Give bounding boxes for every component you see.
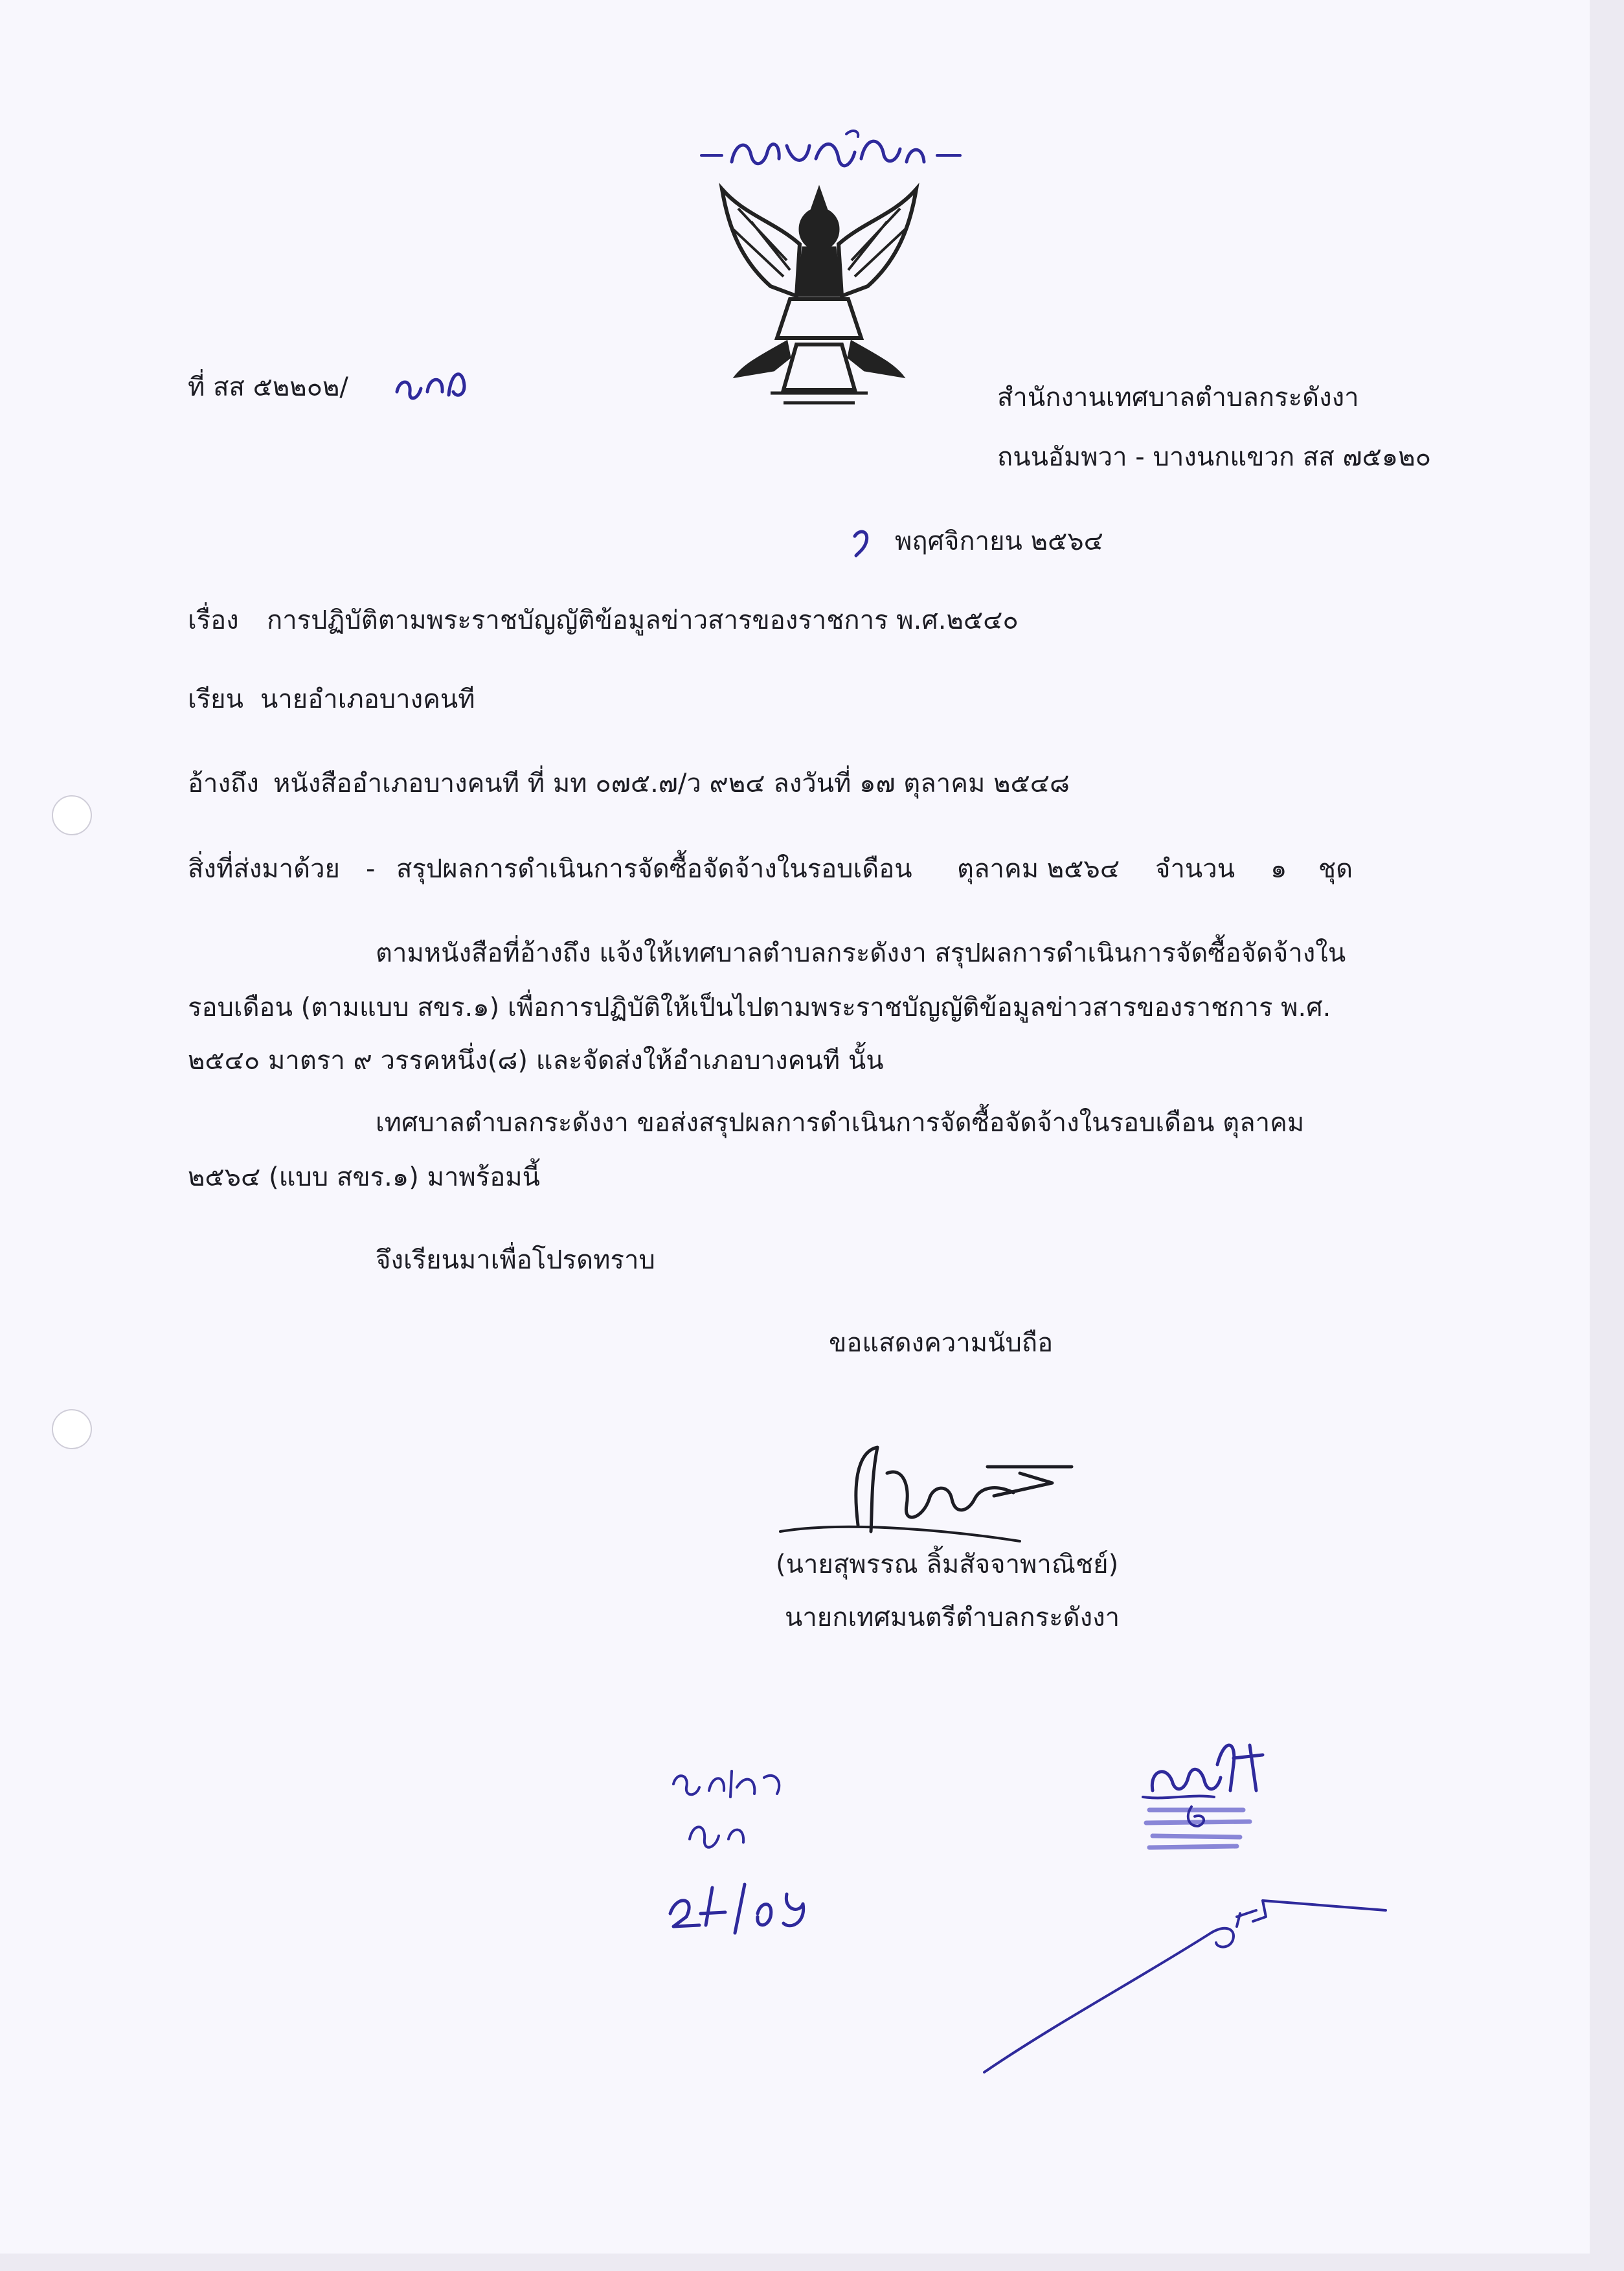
scan-edge [1590,0,1624,2271]
body-paragraph-2-line-1: เทศบาลตำบลกระดังงา ขอส่งสรุปผลการดำเนินการจัดซื้อจัดจ้างในรอบเดือน ตุลาคม [376,1108,1305,1138]
reference-number-prefix: ที่ สส ๕๒๒๐๒/ [188,372,348,402]
document-date: พฤศจิกายน ๒๕๖๔ [895,526,1103,556]
garuda-emblem [712,183,926,409]
body-paragraph-2-line-2: ๒๕๖๔ (แบบ สขร.๑) มาพร้อมนี้ [188,1162,540,1192]
enclosure-month: ตุลาคม ๒๕๖๔ [957,854,1120,884]
body-paragraph-1-line-2: รอบเดือน (ตามแบบ สขร.๑) เพื่อการปฏิบัติให้เป็นไปตามพระราชบัญญัติข้อมูลข่าวสารของราชการ พ.ศ. [188,993,1331,1023]
scan-bottom-edge [0,2254,1624,2271]
subject-label: เรื่อง [188,605,239,635]
enclosure-quantity-label: จำนวน [1155,854,1235,884]
organization-name: สำนักงานเทศบาลตำบลกระดังงา [997,383,1359,412]
handwritten-copy-mark [696,126,968,185]
enclosure-dash: - [366,854,376,884]
enclosure-unit: ชุด [1318,854,1353,884]
handwritten-reference-number [392,363,469,408]
recipient-text: นายอำเภอบางคนที [260,684,475,714]
body-paragraph-1-line-3: ๒๕๔๐ มาตรา ๙ วรรคหนึ่ง(๘) และจัดส่งให้อำเภอบางคนที นั้น [188,1046,884,1076]
enclosure-label: สิ่งที่ส่งมาด้วย [188,854,340,884]
reference-label: อ้างถึง [188,769,259,798]
handwritten-note [660,1758,868,1952]
punch-hole-upper [52,795,92,835]
closing-regards: ขอแสดงความนับถือ [829,1328,1054,1358]
signer-title: นายกเทศมนตรีตำบลกระดังงา [785,1603,1120,1633]
signer-signature [774,1434,1085,1548]
punch-hole-lower [52,1409,92,1449]
organization-address: ถนนอัมพวา - บางนกแขวก สส ๗๕๑๒๐ [997,442,1431,472]
reference-text: หนังสืออำเภอบางคนที ที่ มท ๐๗๕.๗/ว ๙๒๔ ลงวันที่ ๑๗ ตุลาคม ๒๕๔๘ [273,769,1070,798]
enclosure-quantity: ๑ [1270,854,1287,884]
body-paragraph-1-line-1: ตามหนังสือที่อ้างถึง แจ้งให้เทศบาลตำบลกระดังงา สรุปผลการดำเนินการจัดซื้อจัดจ้างใน [376,938,1346,968]
handwritten-initials-and-strike [978,1719,1392,2082]
subject-text: การปฏิบัติตามพระราชบัญญัติข้อมูลข่าวสารของราชการ พ.ศ.๒๕๔๐ [267,605,1019,635]
recipient-label: เรียน [188,684,243,714]
signer-name: (นายสุพรรณ ลิ้มสัจจาพาณิชย์) [776,1550,1119,1579]
closing-request: จึงเรียนมาเพื่อโปรดทราบ [376,1245,655,1275]
handwritten-date-day [848,523,874,559]
enclosure-item: สรุปผลการดำเนินการจัดซื้อจัดจ้างในรอบเดือน [396,854,912,884]
